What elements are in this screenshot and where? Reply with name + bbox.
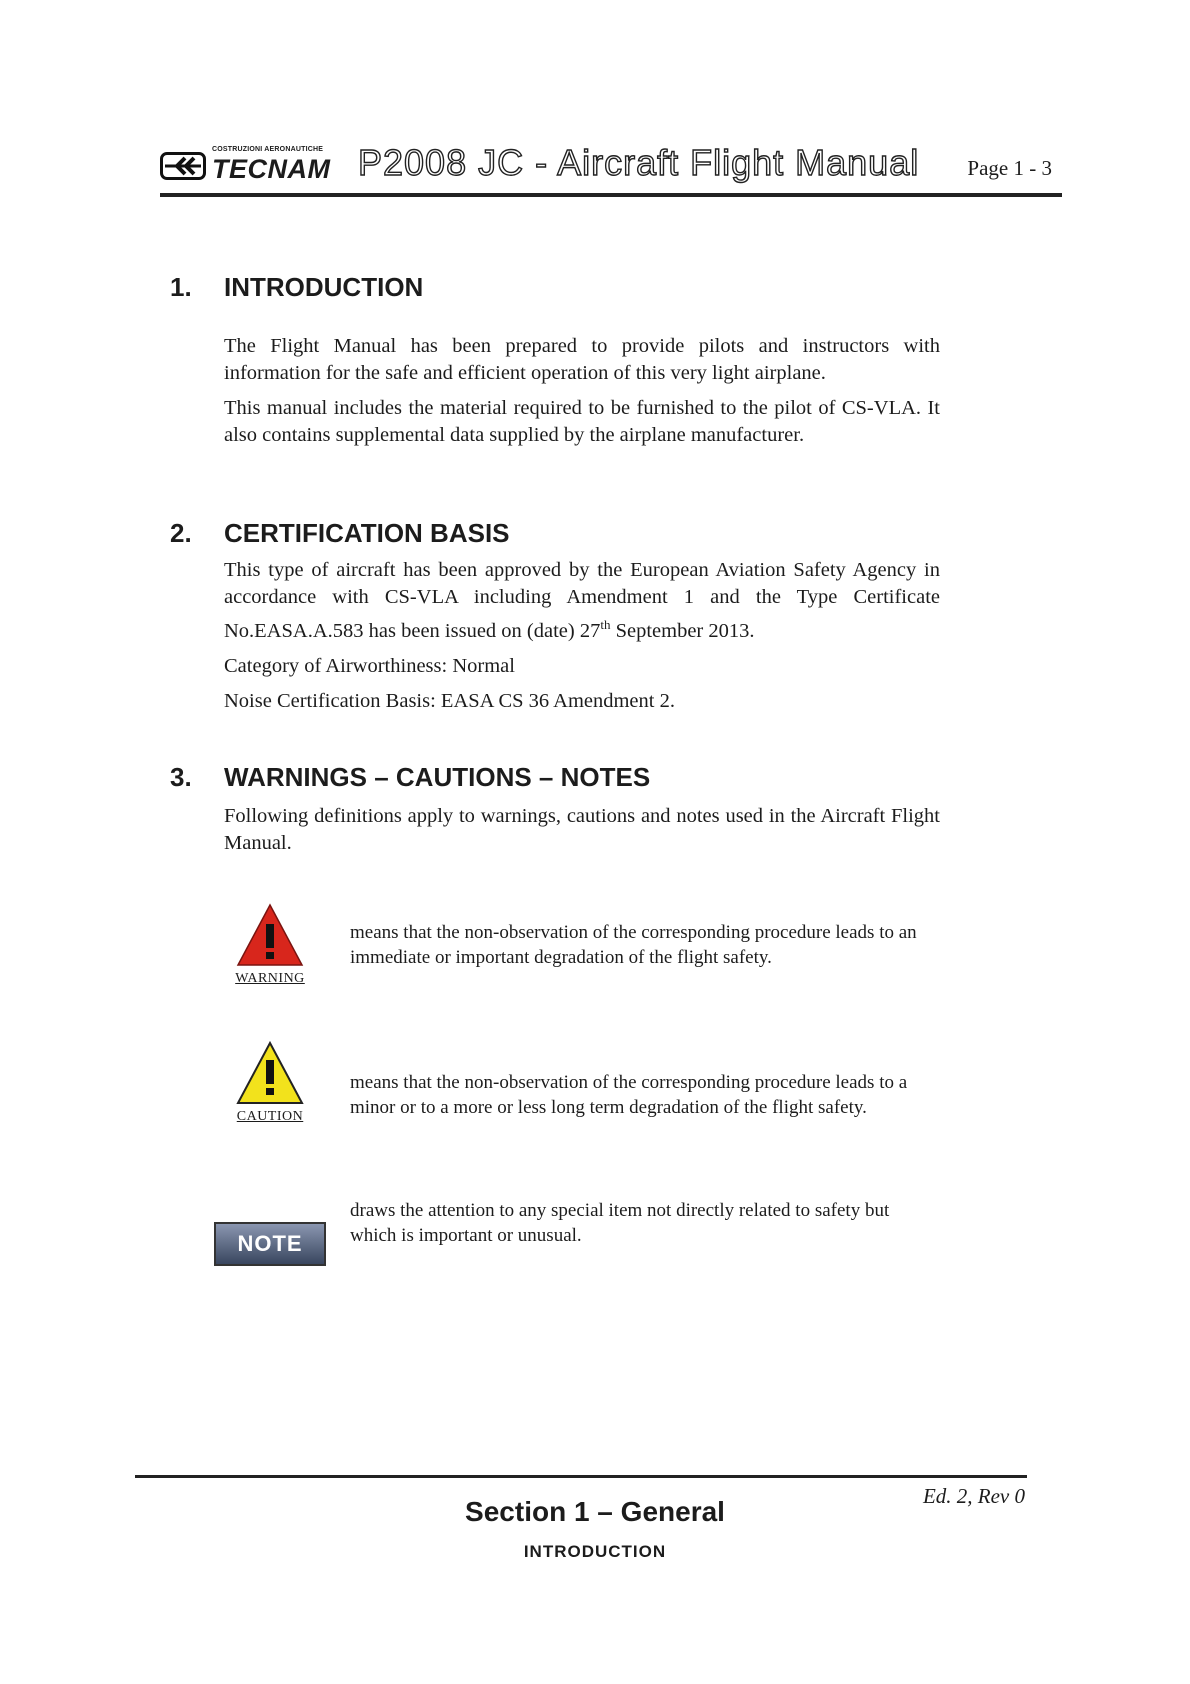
footer-subsection: INTRODUCTION xyxy=(523,1542,667,1561)
paragraph: This manual includes the material required to be furnished to the pilot of CS-VLA. It also contains supplemental data supplied by the airplane manufacturer. xyxy=(224,397,940,446)
warning-text: means that the non-observation of the corresponding procedure leads to an immediate or important degradation of the flight safety. xyxy=(350,922,917,968)
footer-section-title: Section 1 – General xyxy=(465,1496,725,1527)
section-heading xyxy=(170,272,940,303)
paragraph: Following definitions apply to warnings, cautions and notes used in the Aircraft Flight Manual. xyxy=(224,805,940,854)
note-text: draws the attention to any special item not directly related to safety but which is important or unusual. xyxy=(350,1200,890,1246)
section-warnings-cautions-notes xyxy=(170,762,940,865)
footer-divider xyxy=(135,1475,1027,1478)
section-certification-basis xyxy=(170,518,940,723)
caution-symbol xyxy=(200,1040,340,1125)
caution-label: CAUTION xyxy=(236,1109,304,1124)
section-number: 3. xyxy=(170,762,192,792)
section-title: CERTIFICATION BASIS xyxy=(224,518,510,548)
page-number: Page 1 - 3 xyxy=(967,156,1052,180)
tecnam-logo-badge-icon xyxy=(160,152,206,180)
section-number: 2. xyxy=(170,518,192,548)
warning-triangle-icon xyxy=(235,902,305,968)
caution-triangle-icon xyxy=(235,1040,305,1106)
section-number: 1. xyxy=(170,272,192,302)
section-heading xyxy=(170,762,940,793)
paragraph: This type of aircraft has been approved by the European Aviation Safety Agency in accordance with CS-VLA including Amendment 1 and the Type Certificate No.EASA.A.583 has been issued on (date) 27th September 2013. xyxy=(224,559,940,642)
note-badge: NOTE xyxy=(214,1222,326,1266)
caution-text: means that the non-observation of the corresponding procedure leads to a minor or to a more or less long term degradation of the flight safety. xyxy=(350,1072,908,1118)
section-title: INTRODUCTION xyxy=(224,272,424,302)
section-title: WARNINGS – CAUTIONS – NOTES xyxy=(224,762,651,792)
header-divider xyxy=(160,193,1062,197)
paragraph: The Flight Manual has been prepared to provide pilots and instructors with information for the safe and efficient operation of this very light airplane. xyxy=(224,335,940,384)
tecnam-logo xyxy=(160,146,330,188)
paragraph: Category of Airworthiness: Normal xyxy=(224,654,515,677)
warning-symbol xyxy=(200,902,340,987)
warning-definition xyxy=(200,902,940,1002)
edition-revision: Ed. 2, Rev 0 xyxy=(922,1484,1025,1508)
logo-name: TECNAM xyxy=(212,154,331,184)
manual-title: P2008 JC - Aircraft Flight Manual xyxy=(358,142,920,183)
page-header xyxy=(160,140,1062,196)
caution-definition xyxy=(200,1040,940,1140)
section-heading xyxy=(170,518,940,549)
note-symbol xyxy=(210,1222,330,1266)
note-definition xyxy=(200,1198,940,1278)
warning-label: WARNING xyxy=(235,971,305,986)
section-introduction xyxy=(170,272,940,457)
paragraph: Noise Certification Basis: EASA CS 36 Amendment 2. xyxy=(224,689,675,712)
logo-subtitle: COSTRUZIONI AERONAUTICHE xyxy=(212,146,324,153)
